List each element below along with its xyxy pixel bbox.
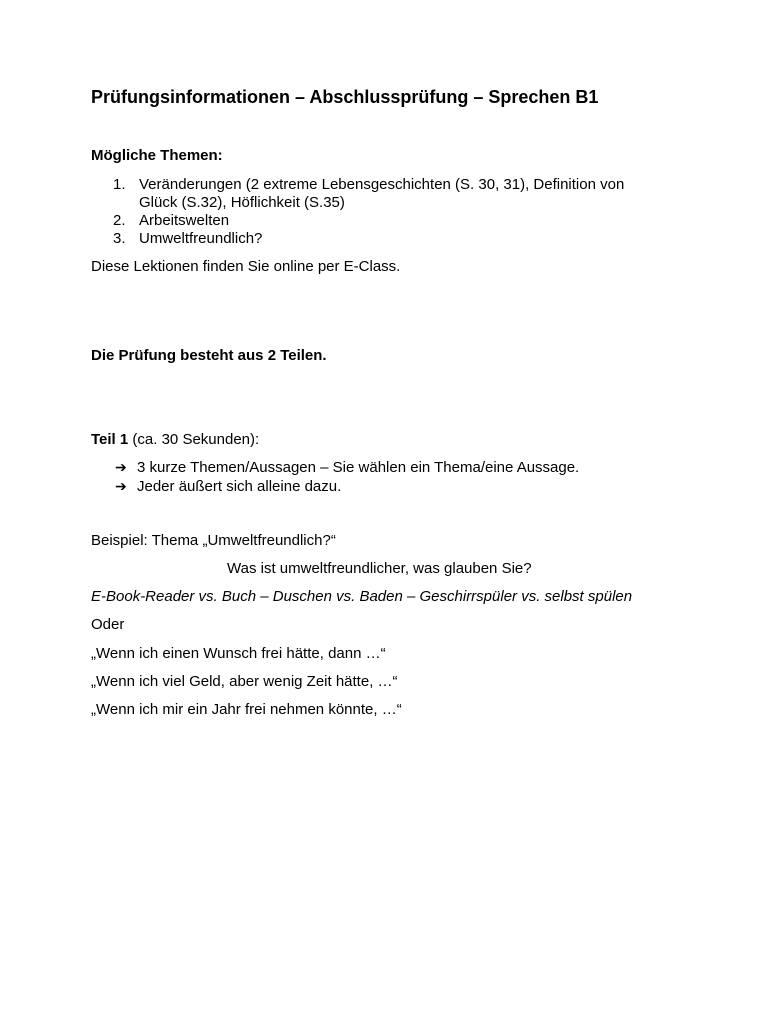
theme-number: 2. — [113, 212, 126, 229]
example-phrase-2: „Wenn ich viel Geld, aber wenig Zeit hätte, …“ — [91, 673, 398, 690]
example-phrase-3: „Wenn ich mir ein Jahr frei nehmen könnte, …“ — [91, 701, 402, 718]
example-question: Was ist umweltfreundlicher, was glauben Sie? — [227, 560, 532, 577]
example-phrase-1: „Wenn ich einen Wunsch frei hätte, dann …“ — [91, 645, 386, 662]
theme-item-1-continued: Glück (S.32), Höflichkeit (S.35) — [139, 194, 345, 211]
part1-label: Teil 1 — [91, 431, 129, 448]
theme-number: 3. — [113, 230, 126, 247]
theme-text: Arbeitswelten — [139, 212, 230, 229]
exam-parts-heading: Die Prüfung besteht aus 2 Teilen. — [91, 347, 327, 364]
theme-text: Veränderungen (2 extreme Lebensgeschichten (S. 30, 31), Definition von — [139, 176, 625, 193]
example-comparisons: E-Book-Reader vs. Buch – Duschen vs. Baden – Geschirrspüler vs. selbst spülen — [91, 588, 633, 605]
example-intro: Beispiel: Thema „Umweltfreundlich?“ — [91, 532, 336, 549]
online-note: Diese Lektionen finden Sie online per E-Class. — [91, 258, 401, 275]
part1-bullet-2 — [115, 477, 341, 496]
bullet-text: 3 kurze Themen/Aussagen – Sie wählen ein Thema/eine Aussage. — [137, 459, 580, 476]
example-or: Oder — [91, 616, 125, 633]
theme-number: 1. — [113, 176, 126, 193]
theme-item-1 — [113, 176, 624, 194]
arrow-right-icon: ➔ — [115, 459, 127, 475]
arrow-right-icon: ➔ — [115, 478, 127, 494]
part1-duration: (ca. 30 Sekunden): — [128, 431, 260, 448]
page-title: Prüfungsinformationen – Abschlussprüfung – Sprechen B1 — [91, 87, 599, 107]
theme-item-2 — [113, 212, 229, 230]
part1-heading — [91, 431, 259, 449]
themes-heading: Mögliche Themen: — [91, 147, 223, 164]
theme-item-3 — [113, 230, 262, 248]
theme-text: Umweltfreundlich? — [139, 230, 263, 247]
bullet-text: Jeder äußert sich alleine dazu. — [137, 478, 342, 495]
part1-bullet-1 — [115, 458, 579, 477]
